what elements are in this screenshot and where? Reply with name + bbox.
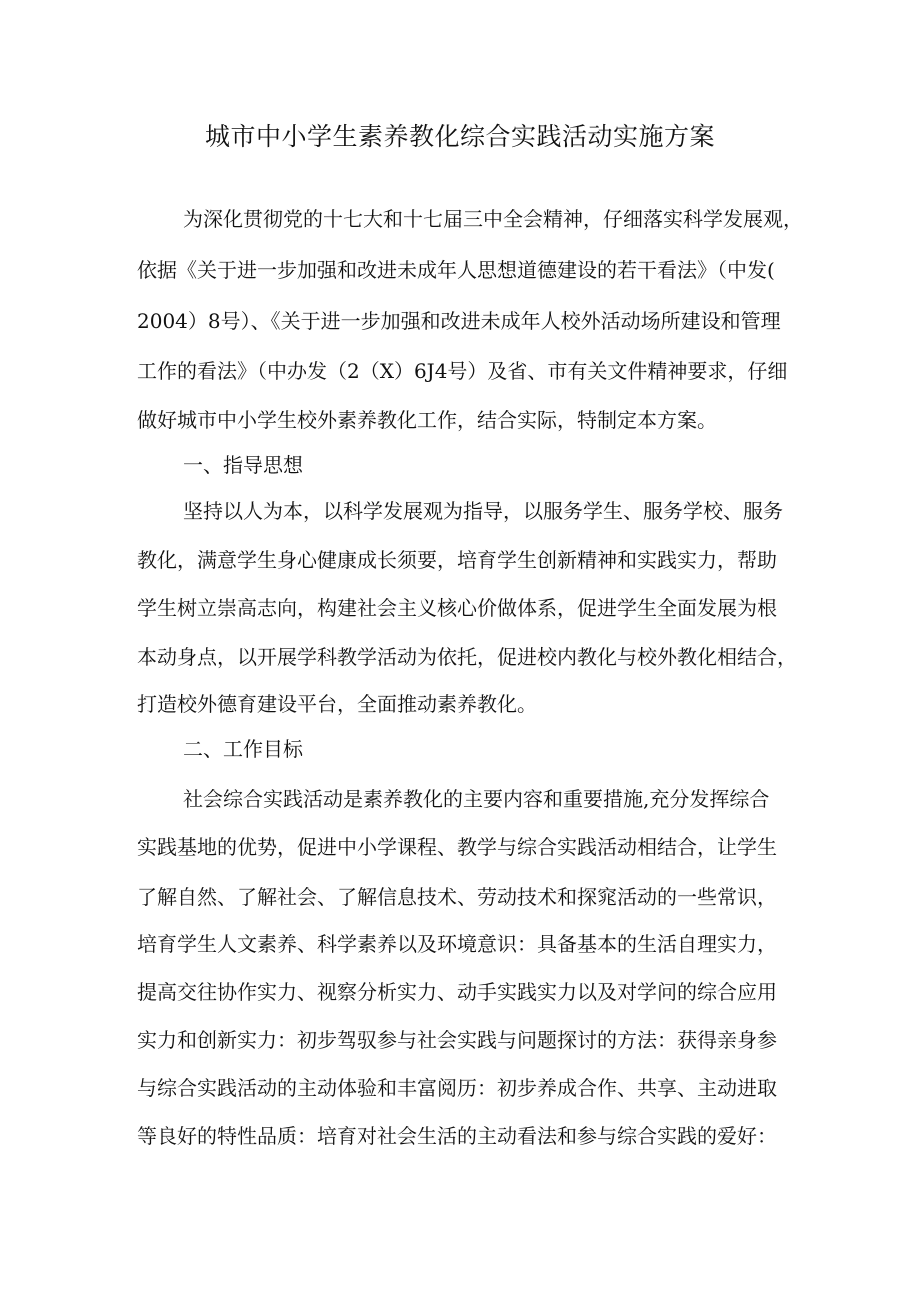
paragraph-line: 工作的看法》（中办发（2（X）6J4号）及省、市有关文件精神要求，仔细 [137, 359, 788, 383]
section-heading: 一、指导思想 [183, 453, 303, 477]
paragraph-line: 教化，满意学生身心健康成长须要，培育学生创新精神和实践实力，帮助 [137, 548, 777, 572]
document-title: 城市中小学生素养教化综合实践活动实施方案 [204, 122, 715, 151]
paragraph-line: 等良好的特性品质：培育对社会生活的主动看法和参与综合实践的爱好： [137, 1124, 777, 1148]
section-heading: 二、工作目标 [183, 737, 303, 761]
paragraph-line: 本动身点，以开展学科教学活动为依托，促进校内教化与校外教化相结合， [137, 645, 797, 669]
paragraph-line: 做好城市中小学生校外素养教化工作，结合实际，特制定本方案。 [137, 408, 717, 432]
paragraph-line: 实践基地的优势，促进中小学课程、教学与综合实践活动相结合，让学生 [137, 835, 777, 859]
paragraph-line: 依据《关于进一步加强和改进未成年人思想道德建设的若干看法》（中发( [137, 258, 775, 282]
paragraph-line: 2004）8号）、《关于进一步加强和改进未成年人校外活动场所建设和管理 [137, 309, 781, 333]
paragraph-line: 提高交往协作实力、视察分析实力、动手实践实力以及对学问的综合应用 [137, 980, 777, 1004]
paragraph-line: 实力和创新实力：初步驾驭参与社会实践与问题探讨的方法：获得亲身参 [137, 1028, 777, 1052]
paragraph-line: 坚持以人为本，以科学发展观为指导，以服务学生、服务学校、服务 [183, 499, 783, 523]
paragraph-line: 了解自然、了解社会、了解信息技术、劳动技术和探窕活动的一些常识， [137, 885, 777, 909]
paragraph-line: 与综合实践活动的主动体验和丰富阅历：初步养成合作、共享、主动进取 [137, 1076, 777, 1100]
paragraph-line: 学生树立崇高志向，构建社会主义核心价做体系，促进学生全面发展为根 [137, 596, 777, 620]
paragraph-line: 社会综合实践活动是素养教化的主要内容和重要措施,充分发挥综合 [183, 787, 770, 811]
paragraph-line: 为深化贯彻党的十七大和十七届三中全会精神，仔细落实科学发展观， [183, 207, 803, 231]
paragraph-line: 打造校外德育建设平台，全面推动素养教化。 [137, 692, 537, 716]
paragraph-line: 培育学生人文素养、科学素养以及环境意识：具备基本的生活自理实力， [137, 932, 777, 956]
